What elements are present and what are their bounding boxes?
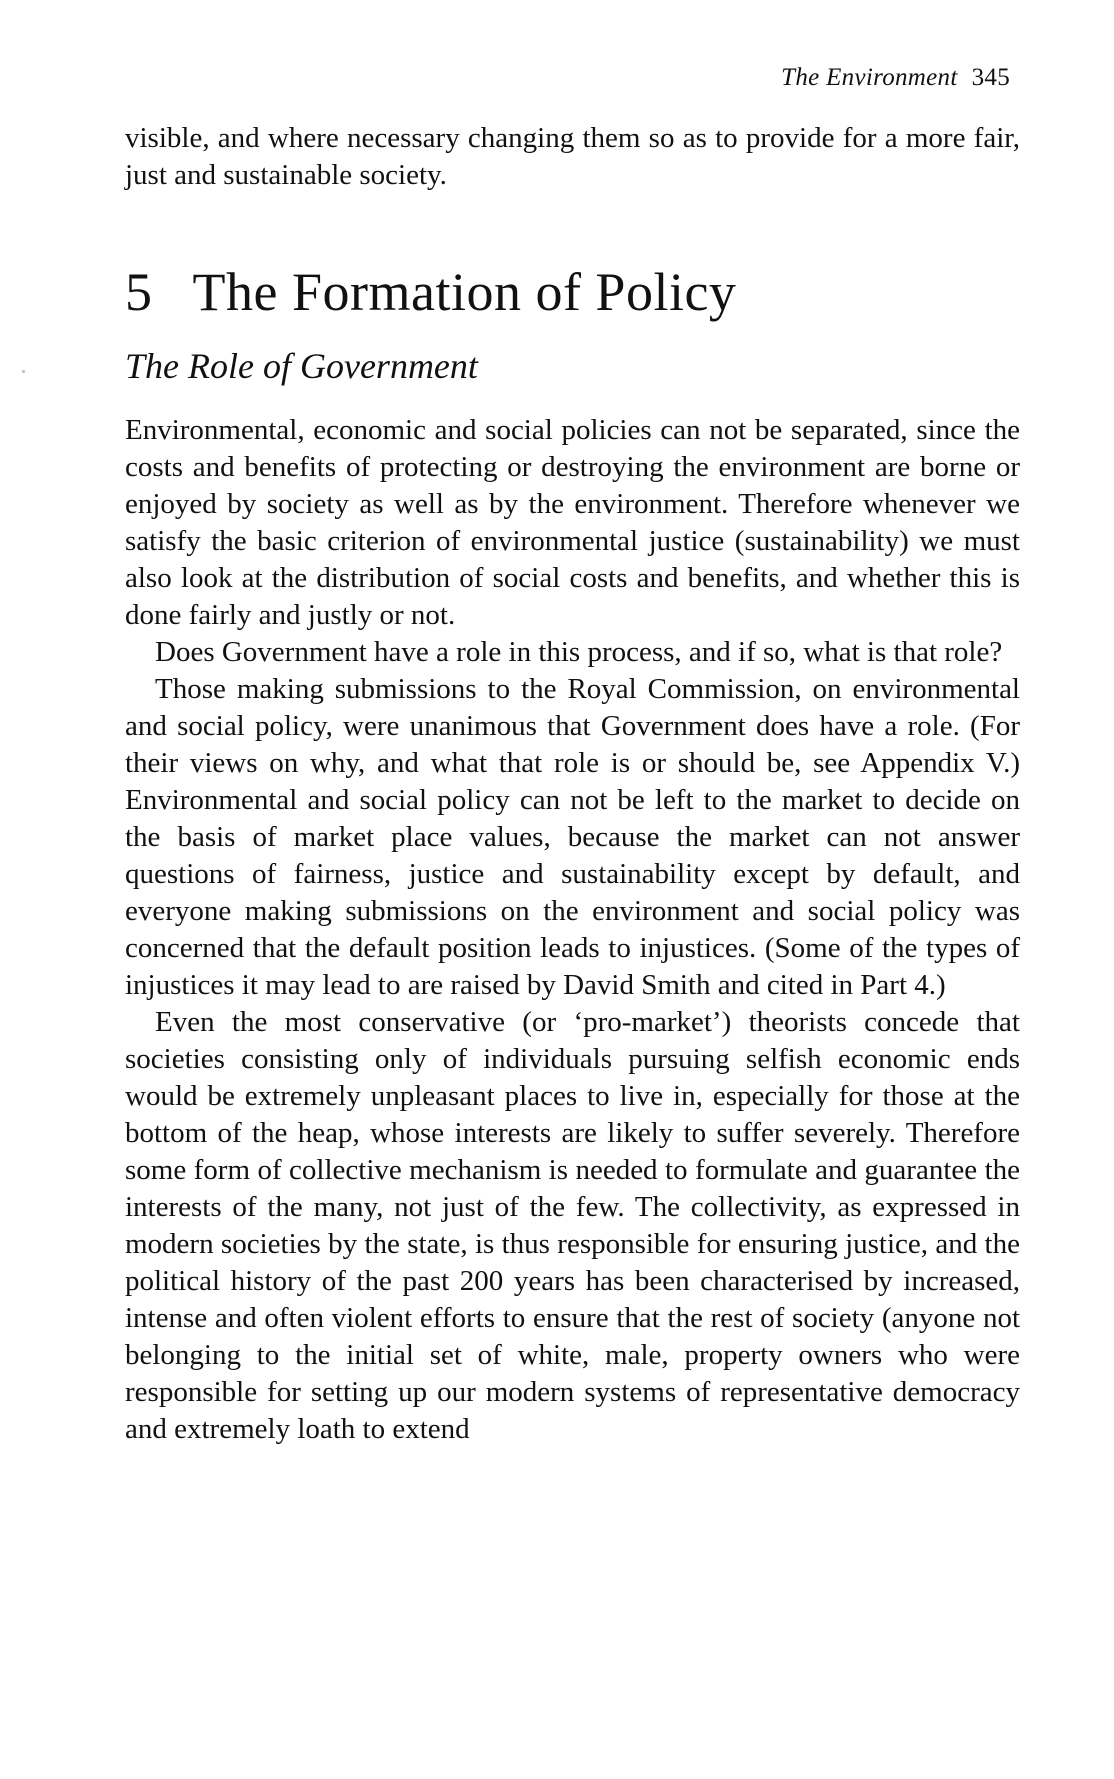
body-paragraph-3: Those making submissions to the Royal Commission, on environmental and social policy, were unanimous that Government does have a role. (For their views on why, and what that role is or should be, see Appendix V.) Environmental and social policy can not be left to the market to decide on the basis of market place values, because the market can not answer questions of fairness, justice and sustainability except by default, and everyone making submissions on the environment and social policy was concerned that the default position leads to injustices. (Some of the types of injustices it may lead to are raised by David Smith and cited in Part 4.) xyxy=(125,673,1020,1001)
running-head xyxy=(781,64,1010,92)
body-paragraph-1: Environmental, economic and social policies can not be separated, since the costs and benefits of protecting or destroying the environment are borne or enjoyed by society as well as by the environment. Therefore whenever we satisfy the basic criterion of environmental justice (sustainability) we must also look at the distribution of social costs and benefits, and whether this is done fairly and justly or not. xyxy=(125,414,1020,631)
section-heading: The Role of Government xyxy=(125,346,478,386)
intro-text xyxy=(125,120,1020,194)
intro-paragraph: visible, and where necessary changing them so as to provide for a more fair, just and sustainable society. xyxy=(125,122,1020,191)
margin-speck xyxy=(22,370,25,373)
chapter-heading xyxy=(125,262,736,322)
body-paragraph-2: Does Government have a role in this process, and if so, what is that role? xyxy=(155,636,1003,668)
chapter-title: The Formation of Policy xyxy=(192,262,737,322)
page-number: 345 xyxy=(971,64,1010,91)
body-paragraph-4: Even the most conservative (or ‘pro-market’) theorists concede that societies consisting only of individuals pursuing selfish economic ends would be extremely unpleasant places to live in, especially for those at the bottom of the heap, whose interests are likely to suffer severely. Therefore some form of collective mechanism is needed to formulate and guarantee the interests of the many, not just of the few. The collectivity, as expressed in modern societies by the state, is thus responsible for ensuring justice, and the political history of the past 200 years has been characterised by increased, intense and often violent efforts to ensure that the rest of society (anyone not belonging to the initial set of white, male, property owners who were responsible for setting up our modern systems of representative democracy and extremely loath to extend xyxy=(125,1006,1020,1445)
chapter-number: 5 xyxy=(125,262,153,322)
running-head-title: The Environment xyxy=(781,64,958,91)
body-text xyxy=(125,412,1020,1448)
